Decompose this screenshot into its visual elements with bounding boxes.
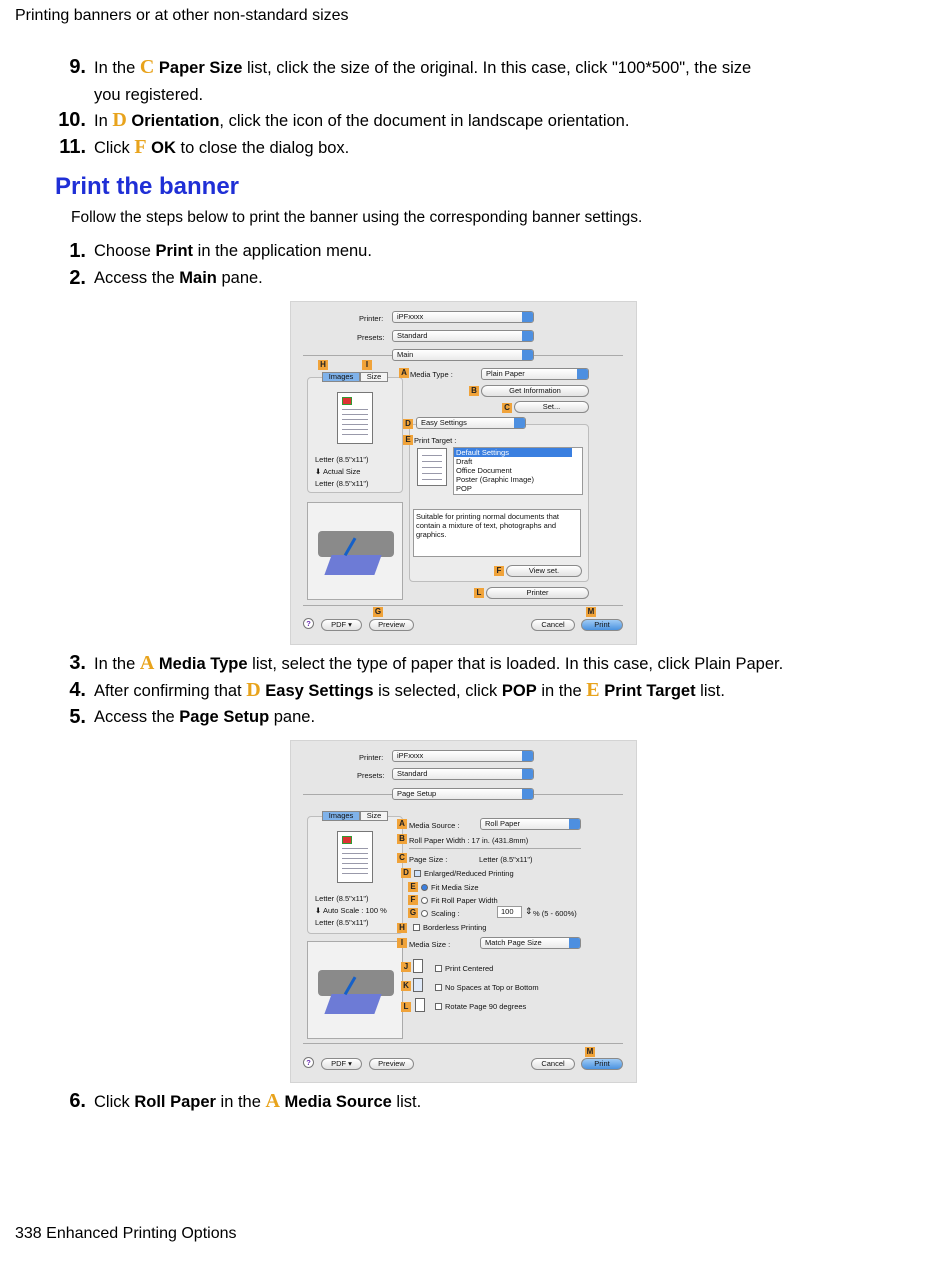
preview-button[interactable]: Preview [369,1058,414,1070]
tab-images[interactable]: Images [322,811,360,821]
document-preview-icon [337,831,373,883]
help-icon[interactable]: ? [303,618,314,629]
set-button[interactable]: Set... [514,401,589,413]
print-centered-checkbox[interactable]: Print Centered [435,964,493,973]
page-header: Printing banners or at other non-standard sizes [15,7,349,24]
scaling-radio[interactable]: Scaling : [421,909,460,918]
print-button[interactable]: Print [581,1058,623,1070]
media-size-select[interactable]: Match Page Size [480,937,581,949]
pane-select[interactable]: Main [392,349,534,361]
target-draft[interactable]: Draft [456,457,473,466]
printer-select[interactable]: iPFxxxx [392,311,534,323]
rotate-page-checkbox[interactable]: Rotate Page 90 degrees [435,1002,526,1011]
media-type-select[interactable]: Plain Paper [481,368,589,380]
page-size-value: Letter (8.5"x11") [479,855,533,864]
scaling-input[interactable]: 100 [497,906,522,918]
pane-select[interactable]: Page Setup [392,788,534,800]
printer-image-icon [307,502,403,600]
print-dialog-page-setup: Printer: iPFxxxx Presets: Standard Page Setup Images Size Letter (8.5"x11") ⬇ Auto Scale : 100 % Letter (8.5"x11") A Media Source : Roll Paper B Roll Paper Width : 17 in. (431.8mm) C Page Size : Letter (8.5"x11") D Enlarged/Reduced Printing E Fit Media Size F Fit Roll Paper Width G Scaling : 100 ⇕ % (5 - 600%) H Borderless Printing I Media Size : Match Page Size J Print Centered K No Spaces at Top or Bottom L Rotate Page 90 degrees M ? PDF ▾ Preview Cancel Print [290,740,637,1083]
cancel-button[interactable]: Cancel [531,1058,575,1070]
get-information-button[interactable]: Get Information [481,385,589,397]
fit-roll-radio[interactable]: Fit Roll Paper Width [421,896,498,905]
pdf-button[interactable]: PDF ▾ [321,619,362,631]
target-pop[interactable]: POP [456,484,472,493]
no-spaces-checkbox[interactable]: No Spaces at Top or Bottom [435,983,539,992]
printer-button[interactable]: Printer [486,587,589,599]
tab-size[interactable]: Size [360,811,388,821]
no-spaces-icon [413,978,423,992]
rotate-page-icon [415,998,425,1012]
help-icon[interactable]: ? [303,1057,314,1068]
enlarged-checkbox[interactable]: Enlarged/Reduced Printing [414,869,514,878]
tab-size[interactable]: Size [360,372,388,382]
fit-media-radio[interactable]: Fit Media Size [421,883,479,892]
print-target-list[interactable] [453,447,583,495]
preview-button[interactable]: Preview [369,619,414,631]
pdf-button[interactable]: PDF ▾ [321,1058,362,1070]
target-poster[interactable]: Poster (Graphic Image) [456,475,534,484]
printer-select[interactable]: iPFxxxx [392,750,534,762]
print-dialog-main: Printer: iPFxxxx Presets: Standard Main H I Images Size Letter (8.5"x11") ⬇ Actual Size Letter (8.5"x11") A Media Type : Plain Paper B Get Information C Set... D Easy Settings E Print Target : Default Settings Draft Office Document Poster (Graphic Image) POP Suitable for printing normal documents that contain a mixture of text, photographs and graphics. F View set. L Printer G M ? PDF ▾ Preview Cancel Print [290,301,637,645]
section-title: Print the banner [55,173,240,200]
description-text: Suitable for printing normal documents that contain a mixture of text, photographs and graphics. [413,509,581,557]
view-settings-button[interactable]: View set. [506,565,582,577]
intro-text: Follow the steps below to print the banner using the corresponding banner settings. [71,209,643,226]
print-target-icon [417,448,447,486]
easy-settings-select[interactable]: Easy Settings [416,417,526,429]
target-default-settings[interactable]: Default Settings [454,448,572,457]
presets-select[interactable]: Standard [392,330,534,342]
print-centered-icon [413,959,423,973]
tab-images[interactable]: Images [322,372,360,382]
page-footer: 338 Enhanced Printing Options [15,1225,237,1242]
cancel-button[interactable]: Cancel [531,619,575,631]
presets-select[interactable]: Standard [392,768,534,780]
borderless-checkbox[interactable]: Borderless Printing [413,923,486,932]
media-source-select[interactable]: Roll Paper [480,818,581,830]
print-button[interactable]: Print [581,619,623,631]
document-preview-icon [337,392,373,444]
printer-image-icon [307,941,403,1039]
target-office-document[interactable]: Office Document [456,466,512,475]
scaling-stepper-icon[interactable]: ⇕ [525,906,533,916]
